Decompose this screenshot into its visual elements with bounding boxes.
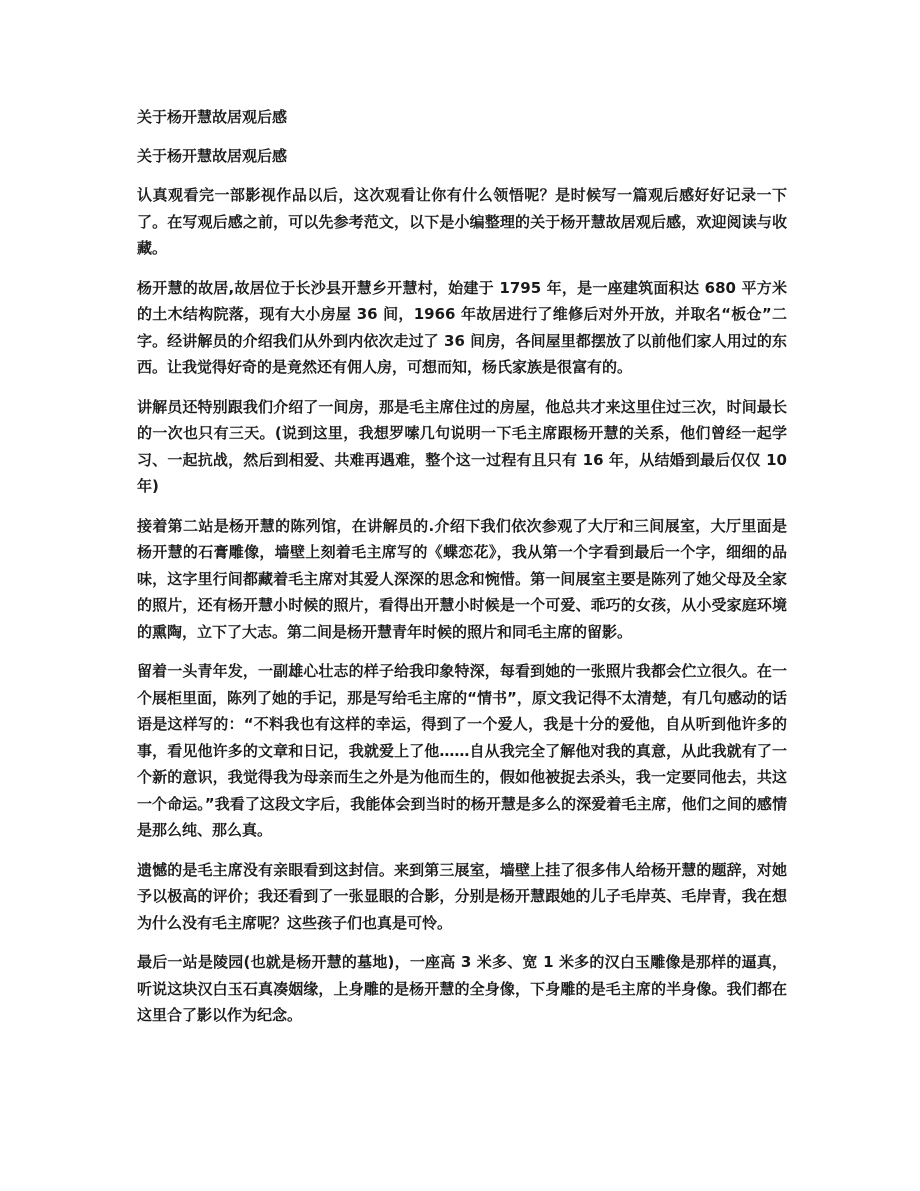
paragraph-cemetery: 最后一站是陵园(也就是杨开慧的墓地)，一座高 3 米多、宽 1 米多的汉白玉雕像是那样的逼真，听说这块汉白玉石真凑姻缘，上身雕的是杨开慧的全身像，下身雕的是毛主席的半身像。我们都在这里合了影以作为纪念。 (137, 953, 787, 1024)
paragraph-intro: 认真观看完一部影视作品以后，这次观看让你有什么领悟呢？是时候写一篇观后感好好记录一下了。在写观后感之前，可以先参考范文，以下是小编整理的关于杨开慧故居观后感，欢迎阅读与收藏。 (137, 186, 787, 257)
paragraph-exhibition-hall: 接着第二站是杨开慧的陈列馆，在讲解员的.介绍下我们依次参观了大厅和三间展室，大厅里面是杨开慧的石膏雕像，墙壁上刻着毛主席写的《蝶恋花》，我从第一个字看到最后一个字，细细的品味，这字里行间都藏着毛主席对其爱人深深的思念和惋惜。第一间展室主要是陈列了她父母及全家的照片，还有杨开慧小时候的照片，看得出开慧小时候是一个可爱、乖巧的女孩，从小受家庭环境的熏陶，立下了大志。第二间是杨开慧青年时候的照片和同毛主席的留影。 (137, 516, 787, 641)
document-subtitle: 关于杨开慧故居观后感 (137, 147, 288, 165)
document-page (137, 104, 787, 1042)
paragraph-love-letter: 留着一头青年发，一副雄心壮志的样子给我印象特深，每看到她的一张照片我都会伫立很久。在一个展柜里面，陈列了她的手记，那是写给毛主席的“情书”，原文我记得不太清楚，有几句感动的话语是这样写的：“不料我也有这样的幸运，得到了一个爱人，我是十分的爱他，自从听到他许多的事，看见他许多的文章和日记，我就爱上了他……自从我完全了解他对我的真意，从此我就有了一个新的意识，我觉得我为母亲而生之外是为他而生的，假如他被捉去杀头，我一定要同他去，共这一个命运。”我看了这段文字后，我能体会到当时的杨开慧是多么的深爱着毛主席，他们之间的感情是那么纯、那么真。 (137, 662, 787, 839)
paragraph-former-residence: 杨开慧的故居,故居位于长沙县开慧乡开慧村，始建于 1795 年，是一座建筑面积达 680 平方米的土木结构院落，现有大小房屋 36 间，1966 年故居进行了维修后对外开放，并取名“板仓”二字。经讲解员的介绍我们从外到内依次走过了 36 间房，各间屋里都摆放了以前他们家人用过的东西。让我觉得好奇的是竟然还有佣人房，可想而知，杨氏家族是很富有的。 (137, 278, 787, 376)
document-title: 关于杨开慧故居观后感 (137, 108, 288, 126)
paragraph-chairman-room: 讲解员还特别跟我们介绍了一间房，那是毛主席住过的房屋，他总共才来这里住过三次，时间最长的一次也只有三天。(说到这里，我想罗嗦几句说明一下毛主席跟杨开慧的关系，他们曾经一起学习、一起抗战，然后到相爱、共难再遇难，整个这一过程有且只有 16 年，从结婚到最后仅仅 10 年) (137, 397, 787, 495)
paragraph-third-room: 遗憾的是毛主席没有亲眼看到这封信。来到第三展室，墙壁上挂了很多伟人给杨开慧的题辞，对她予以极高的评价；我还看到了一张显眼的合影，分别是杨开慧跟她的儿子毛岸英、毛岸青，我在想为什么没有毛主席呢？这些孩子们也真是可怜。 (137, 860, 787, 932)
